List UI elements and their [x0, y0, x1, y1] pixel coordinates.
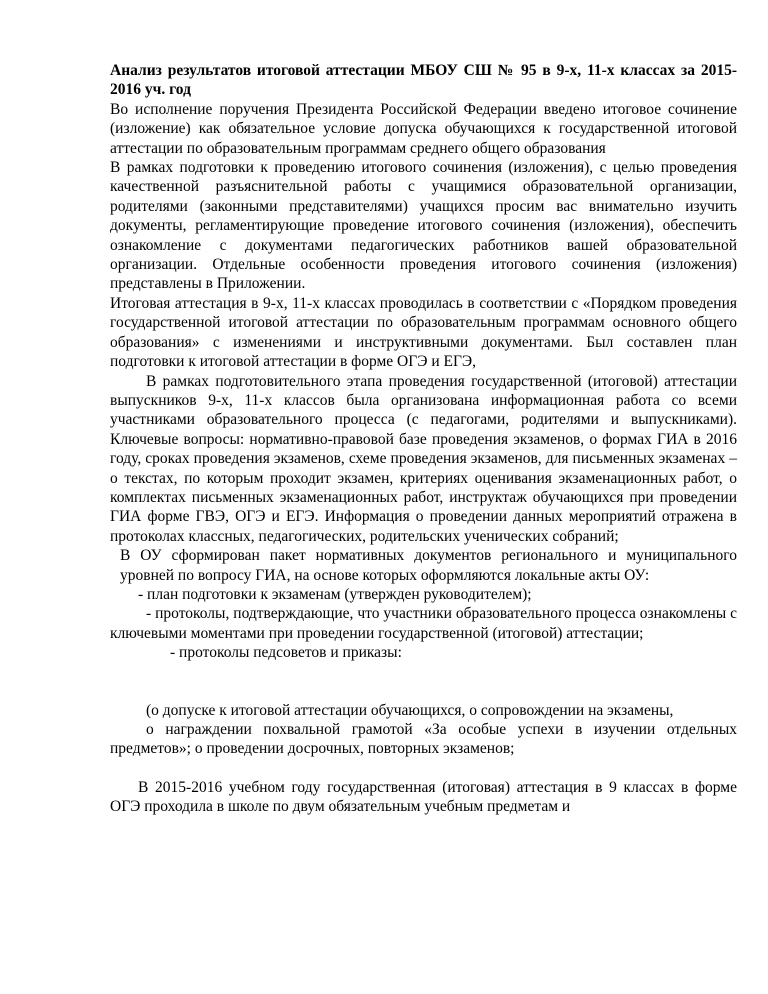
paragraph-preparation: В рамках подготовки к проведению итогового сочинения (изложения), с целью проведения качественной разъяснительной работы с учащимися образовательной организации, родителями (законными представителями) учащихся просим вас внимательно изучить документы, регламентирующие проведение итогового сочинения (изложения), обеспечить ознакомление с документами педагогических работников вашей образовательной организации. Отдельные особенности проведения итогового сочинения (изложения) представлены в Приложении.	[110, 159, 737, 293]
document-title: Анализ результатов итоговой аттестации МБОУ СШ № 95 в 9-х, 11-х классах за 2015- 2016 уч. год	[110, 62, 737, 99]
list-item-protocols: - протоколы, подтверждающие, что участники образовательного процесса ознакомлены с ключевыми моментами при проведении государственной (итоговой) аттестации;	[110, 605, 737, 642]
paragraph-awards: о награждении похвальной грамотой «За особые успехи в изучении отдельных предметов»; о проведении досрочных, повторных экзаменов;	[110, 721, 737, 758]
spacer	[110, 759, 737, 778]
paragraph-attestation-procedure: Итоговая аттестация в 9-х, 11-х классах проводилась в соответствии с «Порядком проведения государственной итоговой аттестации по образовательным программам основного общего образования» с изменениями и инструктивными документами. Был составлен план подготовки к итоговой аттестации в форме ОГЭ и ЕГЭ,	[110, 294, 737, 371]
list-item-plan: - план подготовки к экзаменам (утвержден руководителем);	[138, 585, 532, 603]
paragraph-2015-2016: В 2015-2016 учебном году государственная (итоговая) аттестация в 9 классах в форме ОГЭ проходила в школе по двум обязательным учебным предметам и	[110, 778, 737, 816]
list-item-council-protocols: - протоколы педсоветов и приказы:	[170, 644, 402, 662]
paragraph-normative-documents: В ОУ сформирован пакет нормативных документов регионального и муниципального уровней по вопросу ГИА, на основе которых оформляются локальные акты ОУ:	[120, 547, 737, 584]
spacer	[110, 663, 737, 701]
paragraph-admission: (о допуске к итоговой аттестации обучающихся, о сопровождении на экзамены,	[146, 701, 674, 719]
document-page	[110, 61, 737, 817]
paragraph-decree: Во исполнение поручения Президента Российской Федерации введено итоговое сочинение (изложение) как обязательное условие допуска обучающихся к государственной итоговой аттестации по образовательным программам среднего общего образования	[110, 100, 737, 157]
paragraph-information-work: В рамках подготовительного этапа проведения государственной (итоговой) аттестации выпускников 9-х, 11-х классов была организована информационная работа со всеми участниками образовательного процесса (с педагогами, родителями и выпускниками). Ключевые вопросы: нормативно-правовой базе проведения экзаменов, о формах ГИА в 2016 году, сроках проведения экзаменов, схеме проведения экзаменов, для письменных экзаменах – о текстах, по которым проходит экзамен, критериях оценивания экзаменационных работ, о комплектах письменных экзаменационных работ, инструктаж обучающихся при проведении ГИА форме ГВЭ, ОГЭ и ЕГЭ. Информация о проведении данных мероприятий отражена в протоколах классных, педагогических, родительских ученических собраний;	[110, 372, 737, 545]
